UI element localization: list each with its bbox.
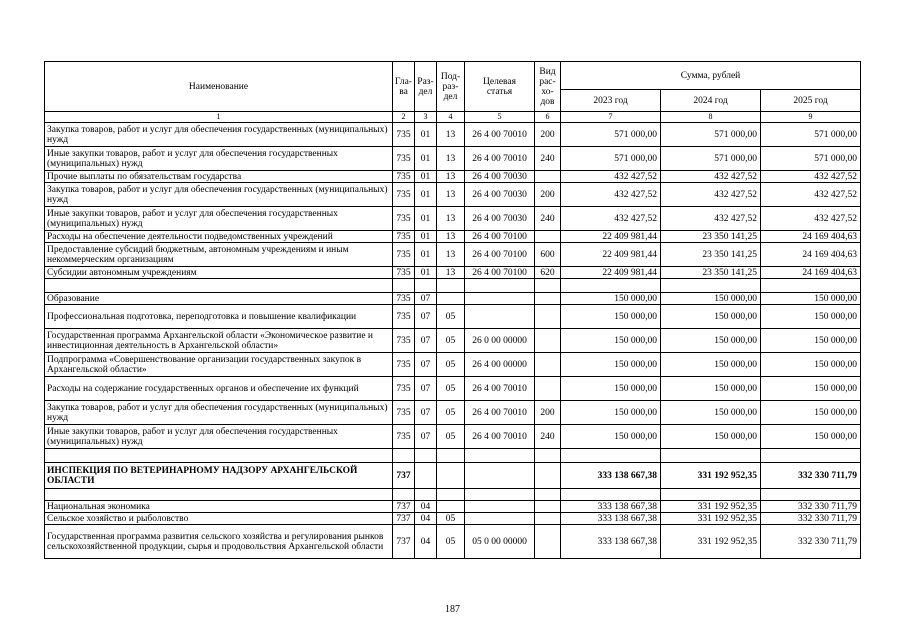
row-sum-2024: 23 350 141,25 bbox=[661, 243, 761, 267]
row-razdel: 07 bbox=[415, 329, 437, 353]
row-razdel bbox=[415, 489, 437, 501]
row-sum-2023: 22 409 981,44 bbox=[561, 267, 661, 279]
row-razdel: 04 bbox=[415, 525, 437, 559]
table-row bbox=[45, 463, 861, 489]
row-podrazdel: 05 bbox=[437, 305, 465, 329]
row-target bbox=[465, 279, 535, 293]
row-sum-2024: 432 427,52 bbox=[661, 207, 761, 231]
header-sum: Сумма, рублей bbox=[561, 62, 861, 90]
budget-table bbox=[44, 61, 861, 559]
table-row bbox=[45, 525, 861, 559]
row-vid: 200 bbox=[535, 401, 561, 425]
row-podrazdel bbox=[437, 501, 465, 513]
row-target: 26 4 00 70010 bbox=[465, 377, 535, 401]
row-razdel: 01 bbox=[415, 267, 437, 279]
row-sum-2023: 333 138 667,38 bbox=[561, 513, 661, 525]
row-sum-2023: 333 138 667,38 bbox=[561, 501, 661, 513]
row-glava: 735 bbox=[393, 243, 415, 267]
table-row bbox=[45, 183, 861, 207]
row-sum-2024: 150 000,00 bbox=[661, 293, 761, 305]
row-sum-2025: 571 000,00 bbox=[761, 123, 861, 147]
row-name bbox=[45, 279, 393, 293]
row-target bbox=[465, 513, 535, 525]
row-sum-2025: 150 000,00 bbox=[761, 377, 861, 401]
col-num: 8 bbox=[661, 112, 761, 123]
row-glava: 735 bbox=[393, 123, 415, 147]
row-target: 26 4 00 70030 bbox=[465, 207, 535, 231]
table-row bbox=[45, 329, 861, 353]
row-sum-2024: 331 192 952,35 bbox=[661, 525, 761, 559]
header-2023: 2023 год bbox=[561, 90, 661, 112]
row-sum-2024: 150 000,00 bbox=[661, 377, 761, 401]
row-glava bbox=[393, 279, 415, 293]
row-sum-2023: 150 000,00 bbox=[561, 425, 661, 449]
column-number-row bbox=[45, 112, 861, 123]
table-row bbox=[45, 147, 861, 171]
row-razdel: 01 bbox=[415, 183, 437, 207]
row-sum-2023: 432 427,52 bbox=[561, 207, 661, 231]
row-sum-2025: 24 169 404,63 bbox=[761, 243, 861, 267]
row-vid: 200 bbox=[535, 183, 561, 207]
header-glava: Гла- ва bbox=[393, 62, 415, 112]
row-podrazdel bbox=[437, 279, 465, 293]
row-sum-2024: 571 000,00 bbox=[661, 147, 761, 171]
row-sum-2024: 150 000,00 bbox=[661, 329, 761, 353]
table-body bbox=[45, 123, 861, 559]
row-sum-2024: 150 000,00 bbox=[661, 425, 761, 449]
row-vid bbox=[535, 231, 561, 243]
row-glava: 735 bbox=[393, 183, 415, 207]
row-podrazdel: 05 bbox=[437, 425, 465, 449]
row-name: Иные закупки товаров, работ и услуг для обеспечения государственных (муниципальных) нужд bbox=[45, 147, 393, 171]
row-podrazdel: 13 bbox=[437, 231, 465, 243]
row-vid bbox=[535, 463, 561, 489]
row-sum-2025: 432 427,52 bbox=[761, 171, 861, 183]
header-2025: 2025 год bbox=[761, 90, 861, 112]
row-razdel: 01 bbox=[415, 231, 437, 243]
col-num: 3 bbox=[415, 112, 437, 123]
row-sum-2023: 333 138 667,38 bbox=[561, 463, 661, 489]
row-sum-2023: 432 427,52 bbox=[561, 183, 661, 207]
row-name: Закупка товаров, работ и услуг для обеспечения государственных (муниципальных) нужд bbox=[45, 123, 393, 147]
row-name: Сельское хозяйство и рыболовство bbox=[45, 513, 393, 525]
row-razdel: 07 bbox=[415, 353, 437, 377]
row-sum-2025: 150 000,00 bbox=[761, 401, 861, 425]
row-sum-2023: 22 409 981,44 bbox=[561, 231, 661, 243]
row-target bbox=[465, 489, 535, 501]
row-vid: 240 bbox=[535, 207, 561, 231]
row-sum-2024: 23 350 141,25 bbox=[661, 267, 761, 279]
row-sum-2025: 24 169 404,63 bbox=[761, 267, 861, 279]
row-sum-2024 bbox=[661, 449, 761, 463]
row-sum-2024: 23 350 141,25 bbox=[661, 231, 761, 243]
row-sum-2023: 150 000,00 bbox=[561, 329, 661, 353]
row-vid: 200 bbox=[535, 123, 561, 147]
col-num: 9 bbox=[761, 112, 861, 123]
row-vid bbox=[535, 305, 561, 329]
row-sum-2024: 571 000,00 bbox=[661, 123, 761, 147]
row-sum-2023: 333 138 667,38 bbox=[561, 525, 661, 559]
row-podrazdel bbox=[437, 463, 465, 489]
row-razdel: 01 bbox=[415, 171, 437, 183]
row-podrazdel: 13 bbox=[437, 243, 465, 267]
row-glava: 735 bbox=[393, 207, 415, 231]
row-sum-2024: 331 192 952,35 bbox=[661, 501, 761, 513]
row-podrazdel bbox=[437, 489, 465, 501]
row-sum-2025: 24 169 404,63 bbox=[761, 231, 861, 243]
row-target: 26 4 00 70010 bbox=[465, 401, 535, 425]
row-razdel: 01 bbox=[415, 123, 437, 147]
row-target bbox=[465, 463, 535, 489]
row-glava: 737 bbox=[393, 513, 415, 525]
row-podrazdel: 13 bbox=[437, 147, 465, 171]
row-sum-2024: 432 427,52 bbox=[661, 171, 761, 183]
row-vid bbox=[535, 513, 561, 525]
row-target: 26 4 00 70010 bbox=[465, 425, 535, 449]
table-row bbox=[45, 171, 861, 183]
header-name: Наименование bbox=[45, 62, 393, 112]
row-name: Подпрограмма «Совершенствование организации государственных закупок в Архангельской области» bbox=[45, 353, 393, 377]
table-row bbox=[45, 293, 861, 305]
row-razdel: 07 bbox=[415, 377, 437, 401]
table-row bbox=[45, 489, 861, 501]
col-num: 5 bbox=[465, 112, 535, 123]
row-target: 26 4 00 00000 bbox=[465, 353, 535, 377]
row-podrazdel bbox=[437, 449, 465, 463]
row-vid bbox=[535, 377, 561, 401]
row-glava: 737 bbox=[393, 525, 415, 559]
row-glava: 735 bbox=[393, 353, 415, 377]
row-sum-2023: 150 000,00 bbox=[561, 353, 661, 377]
table-row bbox=[45, 377, 861, 401]
table-row bbox=[45, 401, 861, 425]
row-sum-2024 bbox=[661, 489, 761, 501]
row-sum-2025: 571 000,00 bbox=[761, 147, 861, 171]
row-glava: 735 bbox=[393, 171, 415, 183]
row-sum-2025 bbox=[761, 449, 861, 463]
row-target bbox=[465, 305, 535, 329]
row-sum-2023: 432 427,52 bbox=[561, 171, 661, 183]
row-podrazdel bbox=[437, 293, 465, 305]
row-name: Расходы на обеспечение деятельности подведомственных учреждений bbox=[45, 231, 393, 243]
table-row bbox=[45, 279, 861, 293]
row-vid: 600 bbox=[535, 243, 561, 267]
row-sum-2025 bbox=[761, 489, 861, 501]
header-razdel: Раз- дел bbox=[415, 62, 437, 112]
row-name: Иные закупки товаров, работ и услуг для обеспечения государственных (муниципальных) нужд bbox=[45, 425, 393, 449]
row-sum-2024: 331 192 952,35 bbox=[661, 513, 761, 525]
table-row bbox=[45, 305, 861, 329]
row-razdel: 04 bbox=[415, 513, 437, 525]
row-name: Предоставление субсидий бюджетным, автономным учреждениям и иным некоммерческим организациям bbox=[45, 243, 393, 267]
row-podrazdel: 05 bbox=[437, 525, 465, 559]
row-glava: 735 bbox=[393, 231, 415, 243]
row-name: Национальная экономика bbox=[45, 501, 393, 513]
row-sum-2025: 150 000,00 bbox=[761, 293, 861, 305]
row-target: 26 4 00 70100 bbox=[465, 267, 535, 279]
row-razdel: 04 bbox=[415, 501, 437, 513]
row-sum-2025: 150 000,00 bbox=[761, 305, 861, 329]
row-target: 05 0 00 00000 bbox=[465, 525, 535, 559]
row-glava: 735 bbox=[393, 293, 415, 305]
row-vid bbox=[535, 449, 561, 463]
row-razdel: 07 bbox=[415, 305, 437, 329]
row-sum-2023: 150 000,00 bbox=[561, 305, 661, 329]
row-sum-2024 bbox=[661, 279, 761, 293]
row-glava: 735 bbox=[393, 267, 415, 279]
row-glava bbox=[393, 489, 415, 501]
row-target bbox=[465, 449, 535, 463]
row-sum-2025: 150 000,00 bbox=[761, 425, 861, 449]
row-razdel: 07 bbox=[415, 293, 437, 305]
row-razdel: 01 bbox=[415, 243, 437, 267]
row-sum-2025: 432 427,52 bbox=[761, 207, 861, 231]
row-podrazdel: 13 bbox=[437, 183, 465, 207]
row-razdel: 07 bbox=[415, 425, 437, 449]
row-target: 26 4 00 70100 bbox=[465, 231, 535, 243]
row-vid: 620 bbox=[535, 267, 561, 279]
row-glava: 735 bbox=[393, 401, 415, 425]
row-name: Государственная программа развития сельского хозяйства и регулирования рынков сельскохозяйственной продукции, сырья и продовольствия Архангельской области bbox=[45, 525, 393, 559]
row-sum-2023: 571 000,00 bbox=[561, 123, 661, 147]
row-target: 26 4 00 70100 bbox=[465, 243, 535, 267]
row-sum-2023 bbox=[561, 279, 661, 293]
row-sum-2025: 332 330 711,79 bbox=[761, 463, 861, 489]
row-podrazdel: 13 bbox=[437, 267, 465, 279]
row-target bbox=[465, 501, 535, 513]
row-name bbox=[45, 489, 393, 501]
row-glava: 737 bbox=[393, 501, 415, 513]
row-razdel: 01 bbox=[415, 147, 437, 171]
page-number: 187 bbox=[445, 604, 460, 615]
row-name: Образование bbox=[45, 293, 393, 305]
header-podrazdel: Под- раз- дел bbox=[437, 62, 465, 112]
header-2024: 2024 год bbox=[661, 90, 761, 112]
table-row bbox=[45, 207, 861, 231]
row-name: ИНСПЕКЦИЯ ПО ВЕТЕРИНАРНОМУ НАДЗОРУ АРХАНГЕЛЬСКОЙ ОБЛАСТИ bbox=[45, 463, 393, 489]
row-vid bbox=[535, 293, 561, 305]
row-target: 26 4 00 70010 bbox=[465, 123, 535, 147]
row-name: Субсидии автономным учреждениям bbox=[45, 267, 393, 279]
row-vid bbox=[535, 489, 561, 501]
table-row bbox=[45, 123, 861, 147]
row-podrazdel: 13 bbox=[437, 171, 465, 183]
table-row bbox=[45, 243, 861, 267]
row-sum-2025: 332 330 711,79 bbox=[761, 501, 861, 513]
row-vid bbox=[535, 171, 561, 183]
row-sum-2023: 571 000,00 bbox=[561, 147, 661, 171]
row-sum-2023 bbox=[561, 489, 661, 501]
row-name: Закупка товаров, работ и услуг для обеспечения государственных (муниципальных) нужд bbox=[45, 401, 393, 425]
row-name: Профессиональная подготовка, переподготовка и повышение квалификации bbox=[45, 305, 393, 329]
row-sum-2024: 331 192 952,35 bbox=[661, 463, 761, 489]
row-podrazdel: 05 bbox=[437, 401, 465, 425]
row-razdel: 01 bbox=[415, 207, 437, 231]
row-razdel bbox=[415, 279, 437, 293]
row-target: 26 0 00 00000 bbox=[465, 329, 535, 353]
row-vid bbox=[535, 353, 561, 377]
row-razdel bbox=[415, 449, 437, 463]
row-podrazdel: 13 bbox=[437, 207, 465, 231]
row-name: Расходы на содержание государственных органов и обеспечение их функций bbox=[45, 377, 393, 401]
row-podrazdel: 05 bbox=[437, 329, 465, 353]
col-num: 2 bbox=[393, 112, 415, 123]
row-razdel: 07 bbox=[415, 401, 437, 425]
col-num: 1 bbox=[45, 112, 393, 123]
row-name: Иные закупки товаров, работ и услуг для обеспечения государственных (муниципальных) нужд bbox=[45, 207, 393, 231]
row-sum-2024: 432 427,52 bbox=[661, 183, 761, 207]
row-sum-2025: 332 330 711,79 bbox=[761, 525, 861, 559]
table-row bbox=[45, 501, 861, 513]
col-num: 7 bbox=[561, 112, 661, 123]
row-glava bbox=[393, 449, 415, 463]
row-vid: 240 bbox=[535, 147, 561, 171]
row-sum-2025: 150 000,00 bbox=[761, 353, 861, 377]
row-glava: 737 bbox=[393, 463, 415, 489]
row-podrazdel: 13 bbox=[437, 123, 465, 147]
row-sum-2024: 150 000,00 bbox=[661, 401, 761, 425]
row-sum-2023 bbox=[561, 449, 661, 463]
row-sum-2023: 150 000,00 bbox=[561, 401, 661, 425]
row-name bbox=[45, 449, 393, 463]
row-glava: 735 bbox=[393, 377, 415, 401]
table-row bbox=[45, 513, 861, 525]
row-podrazdel: 05 bbox=[437, 513, 465, 525]
row-target: 26 4 00 70030 bbox=[465, 171, 535, 183]
row-sum-2023: 150 000,00 bbox=[561, 293, 661, 305]
row-sum-2025: 150 000,00 bbox=[761, 329, 861, 353]
header-vid: Вид рас- хо- дов bbox=[535, 62, 561, 112]
table-row bbox=[45, 449, 861, 463]
table-row bbox=[45, 425, 861, 449]
row-vid bbox=[535, 329, 561, 353]
row-glava: 735 bbox=[393, 329, 415, 353]
row-vid: 240 bbox=[535, 425, 561, 449]
row-podrazdel: 05 bbox=[437, 353, 465, 377]
row-podrazdel: 05 bbox=[437, 377, 465, 401]
row-glava: 735 bbox=[393, 305, 415, 329]
row-glava: 735 bbox=[393, 425, 415, 449]
row-sum-2023: 150 000,00 bbox=[561, 377, 661, 401]
table-row bbox=[45, 231, 861, 243]
row-sum-2023: 22 409 981,44 bbox=[561, 243, 661, 267]
row-sum-2025 bbox=[761, 279, 861, 293]
row-target bbox=[465, 293, 535, 305]
header-target: Целевая статья bbox=[465, 62, 535, 112]
row-razdel bbox=[415, 463, 437, 489]
row-vid bbox=[535, 501, 561, 513]
row-sum-2025: 332 330 711,79 bbox=[761, 513, 861, 525]
col-num: 6 bbox=[535, 112, 561, 123]
row-name: Прочие выплаты по обязательствам государства bbox=[45, 171, 393, 183]
row-name: Закупка товаров, работ и услуг для обеспечения государственных (муниципальных) нужд bbox=[45, 183, 393, 207]
col-num: 4 bbox=[437, 112, 465, 123]
row-sum-2024: 150 000,00 bbox=[661, 305, 761, 329]
row-sum-2025: 432 427,52 bbox=[761, 183, 861, 207]
row-target: 26 4 00 70010 bbox=[465, 147, 535, 171]
table-row bbox=[45, 353, 861, 377]
row-sum-2024: 150 000,00 bbox=[661, 353, 761, 377]
row-vid bbox=[535, 525, 561, 559]
row-vid bbox=[535, 279, 561, 293]
table-row bbox=[45, 267, 861, 279]
row-glava: 735 bbox=[393, 147, 415, 171]
row-target: 26 4 00 70030 bbox=[465, 183, 535, 207]
row-name: Государственная программа Архангельской области «Экономическое развитие и инвестиционная деятельность в Архангельской области» bbox=[45, 329, 393, 353]
